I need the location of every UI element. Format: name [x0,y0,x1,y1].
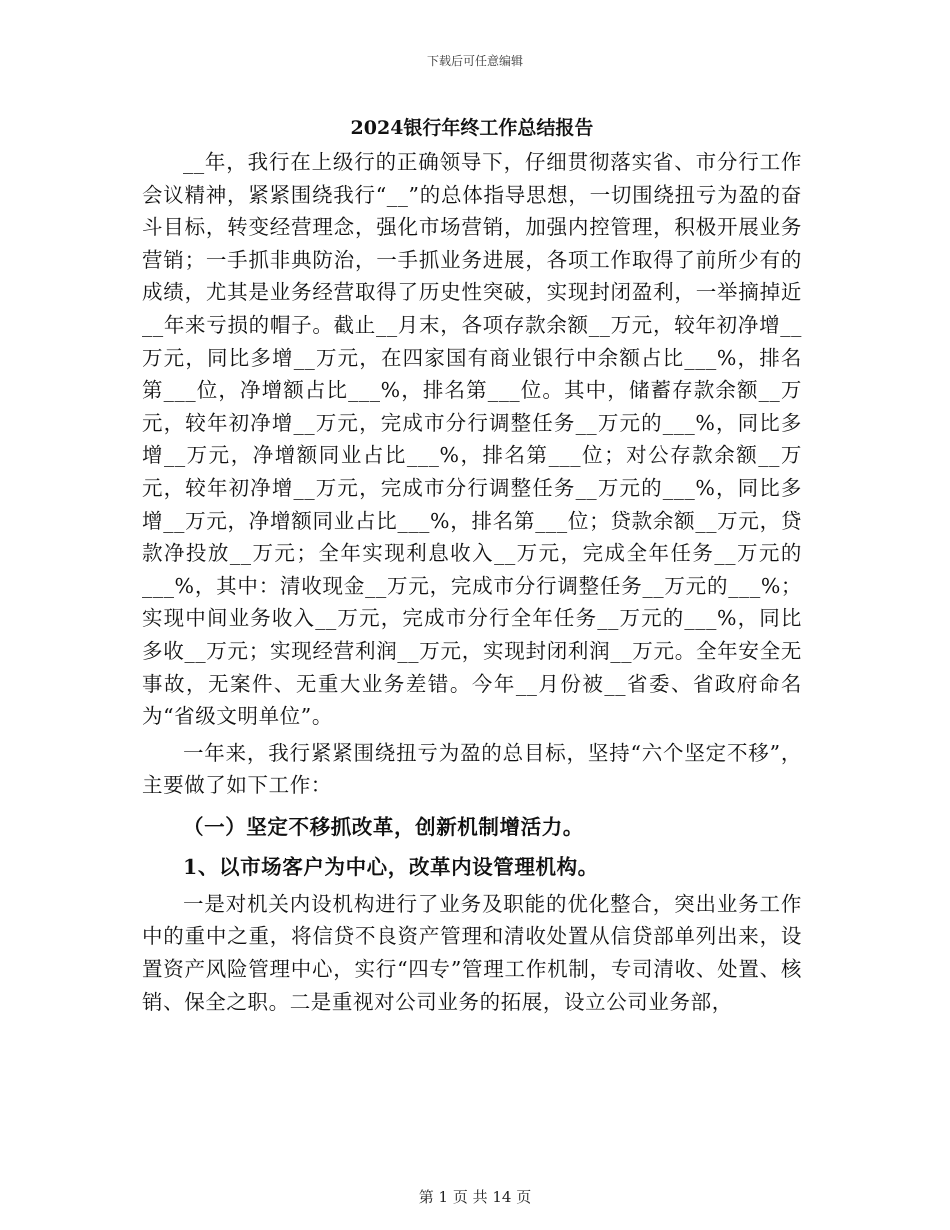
document-body [142,110,802,1018]
subsection-heading-1: 1、以市场客户为中心，改革内设管理机构。 [183,854,599,879]
paragraph-reform: 一是对机关内设机构进行了业务及职能的优化整合，突出业务工作中的重中之重，将信贷不良资产管理和清收处置从信贷部单列出来，设置资产风险管理中心，实行“四专”管理工作机制，专司清收、处置、核销、保全之职。二是重视对公司业务的拓展，设立公司业务部， [142,891,802,1014]
page-footer-number: 第 1 页 共 14 页 [418,1188,532,1206]
page-header-note: 下载后可任意编辑 [426,54,523,68]
section-heading-1: （一）坚定不移抓改革，创新机制增活力。 [183,814,584,839]
paragraph-summary: 一年来，我行紧紧围绕扭亏为盈的总目标，坚持“六个坚定不移”，主要做了如下工作： [142,740,802,798]
document-title: 2024银行年终工作总结报告 [350,117,594,139]
paragraph-intro: __年，我行在上级行的正确领导下，仔细贯彻落实省、市分行工作会议精神，紧紧围绕我行“__”的总体指导思想，一切围绕扭亏为盈的奋斗目标，转变经营理念，强化市场营销，加强内控管理，积极开展业务营销；一手抓非典防治，一手抓业务进展，各项工作取得了前所少有的成绩，尤其是业务经营取得了历史性突破，实现封闭盈利，一举摘掉近__年来亏损的帽子。截止__月末，各项存款余额__万元，较年初净增__万元，同比多增__万元，在四家国有商业银行中余额占比___%，排名第___位，净增额占比___%，排名第___位。其中，储蓄存款余额__万元，较年初净增__万元，完成市分行调整任务__万元的___%，同比多增__万元，净增额同业占比___%，排名第___位；对公存款余额__万元，较年初净增__万元，完成市分行调整任务__万元的___%，同比多增__万元，净增额同业占比___%，排名第___位；贷款余额__万元，贷款净投放__万元；全年实现利息收入__万元，完成全年任务__万元的___%，其中：清收现金__万元，完成市分行调整任务__万元的___%；实现中间业务收入__万元，完成市分行全年任务__万元的___%，同比多收__万元；实现经营利润__万元，实现封闭利润__万元。全年安全无事故，无案件、无重大业务差错。今年__月份被__省委、省政府命名为“省级文明单位”。 [142,150,802,729]
